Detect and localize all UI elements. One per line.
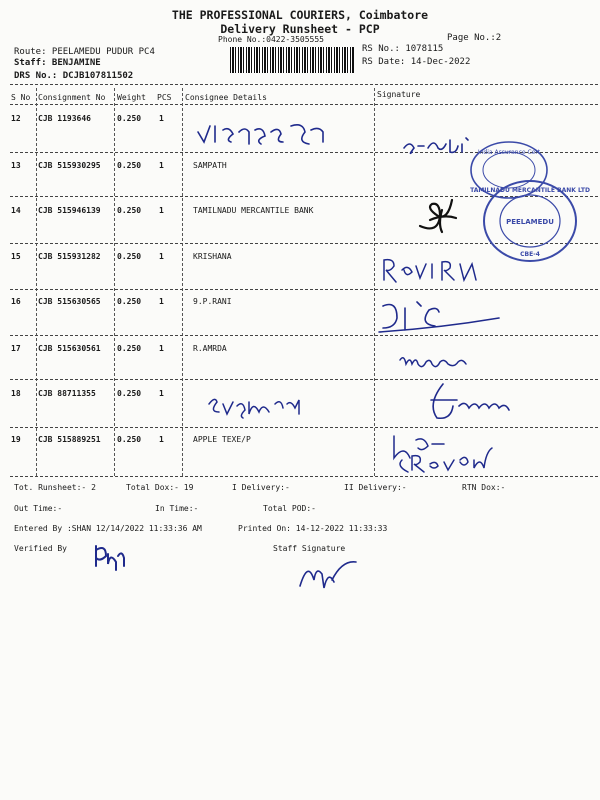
total-pod: Total POD:-	[263, 504, 316, 513]
handwritten-signature	[388, 430, 508, 482]
row-rule	[10, 427, 598, 428]
row-sno: 13	[11, 161, 21, 170]
drs-number: DRS No.: DCJB107811502	[14, 71, 134, 81]
row-consignment: CJB 515946139	[38, 206, 101, 215]
column-header-sno: S No	[11, 93, 31, 102]
first-delivery: I Delivery:-	[232, 483, 290, 492]
column-header-signature: Signature	[377, 90, 421, 99]
row-sno: 16	[11, 297, 21, 306]
row-sno: 15	[11, 252, 21, 261]
return-dox: RTN Dox:-	[462, 483, 506, 492]
staff-handwritten-signature	[296, 558, 360, 592]
row-pcs: 1	[159, 252, 164, 261]
row-weight: 0.250	[117, 161, 142, 170]
column-divider	[182, 88, 183, 476]
phone-number: Phone No.:0422-3505555	[218, 35, 324, 44]
row-consignee: KRISHANA	[193, 252, 232, 261]
column-divider	[374, 88, 375, 476]
stamp-branch: PEELAMEDU	[506, 218, 554, 226]
row-pcs: 1	[159, 435, 164, 444]
row-weight: 0.250	[117, 435, 142, 444]
out-time: Out Time:-	[14, 504, 63, 513]
stamp-bank-name: TAMILNADU MERCANTILE BANK LTD	[470, 187, 590, 194]
row-pcs: 1	[159, 206, 164, 215]
row-consignment: CJB 515889251	[38, 435, 101, 444]
stamp-code: CBE-4	[520, 251, 540, 258]
row-weight: 0.250	[117, 252, 142, 261]
row-pcs: 1	[159, 389, 164, 398]
row-sno: 14	[11, 206, 21, 215]
handwritten-signature	[425, 380, 525, 424]
row-sno: 12	[11, 114, 21, 123]
verifier-signature	[90, 542, 130, 570]
row-consignment: CJB 515930295	[38, 161, 101, 170]
staff-label: Staff: BENJAMINE	[14, 58, 101, 68]
row-consignee: SAMPATH	[193, 161, 227, 170]
staff-signature-label: Staff Signature	[273, 544, 346, 553]
bank-stamp	[470, 178, 590, 264]
row-rule	[10, 335, 598, 336]
row-consignee: 9.P.RANI	[193, 297, 232, 306]
company-title: THE PROFESSIONAL COURIERS, Coimbatore	[171, 8, 429, 22]
row-consignment: CJB 515630561	[38, 344, 101, 353]
row-consignment: CJB 1193646	[38, 114, 91, 123]
printed-on: Printed On: 14-12-2022 11:33:33	[238, 524, 388, 533]
column-divider	[36, 88, 37, 476]
entered-by: Entered By :SHAN 12/14/2022 11:33:36 AM	[14, 524, 202, 533]
total-runsheet: Tot. Runsheet:- 2	[14, 483, 96, 492]
column-header-pcs: PCS	[157, 93, 172, 102]
row-pcs: 1	[159, 114, 164, 123]
page-number: Page No.:2	[447, 33, 502, 43]
total-dox: Total Dox:- 19	[126, 483, 194, 492]
row-weight: 0.250	[117, 297, 142, 306]
handwriting-scribble	[396, 348, 486, 370]
document-subtitle: Delivery Runsheet - PCP	[220, 22, 380, 36]
row-pcs: 1	[159, 344, 164, 353]
route-label: Route: PEELAMEDU PUDUR PC4	[14, 47, 155, 57]
column-divider	[114, 88, 115, 476]
row-sno: 18	[11, 389, 21, 398]
row-consignee: TAMILNADU MERCANTILE BANK	[193, 206, 314, 215]
row-weight: 0.250	[117, 389, 142, 398]
row-pcs: 1	[159, 161, 164, 170]
row-sno: 17	[11, 344, 21, 353]
row-consignment: CJB 515630565	[38, 297, 101, 306]
table-top-rule	[10, 84, 598, 85]
column-header-weight: Weight	[117, 93, 146, 102]
verified-by-label: Verified By	[14, 544, 67, 553]
row-weight: 0.250	[117, 206, 142, 215]
table-bottom-rule	[10, 476, 598, 477]
handwritten-signature	[412, 186, 462, 238]
row-rule	[10, 289, 598, 290]
row-consignment: CJB 88711355	[38, 389, 96, 398]
rs-date: RS Date: 14-Dec-2022	[362, 57, 471, 67]
row-consignee: APPLE TEXE/P	[193, 435, 251, 444]
row-consignee: R.AMRDA	[193, 344, 227, 353]
row-pcs: 1	[159, 297, 164, 306]
column-header-consignee: Consignee Details	[185, 93, 267, 102]
row-weight: 0.250	[117, 344, 142, 353]
row-consignment: CJB 515931282	[38, 252, 101, 261]
second-delivery: II Delivery:-	[344, 483, 407, 492]
handwritten-signature	[375, 296, 505, 338]
barcode	[230, 47, 354, 73]
stamp-cert-text: India Assurance Cert	[477, 149, 541, 156]
in-time: In Time:-	[155, 504, 199, 513]
table-header-rule	[10, 104, 598, 105]
row-weight: 0.250	[117, 114, 142, 123]
handwriting-scribble	[205, 392, 310, 418]
handwriting-scribble	[195, 118, 335, 148]
rs-number: RS No.: 1078115	[362, 44, 444, 54]
column-header-consignment: Consignment No	[38, 93, 106, 102]
row-sno: 19	[11, 435, 21, 444]
